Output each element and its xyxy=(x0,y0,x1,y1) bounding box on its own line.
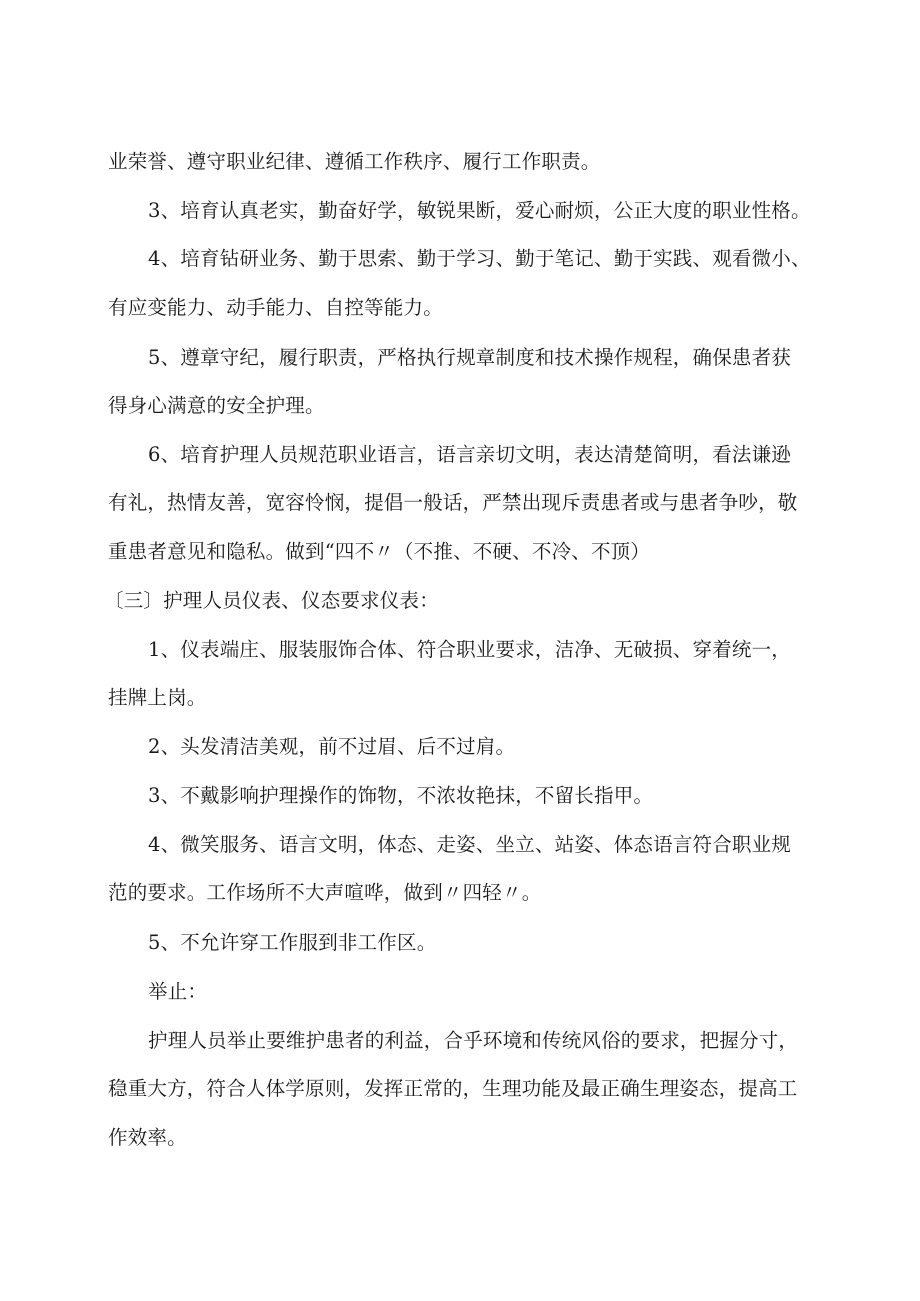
text-line: 护理人员举止要维护患者的利益，合乎环境和传统风俗的要求，把握分寸， xyxy=(148,1029,799,1052)
text-line: 1、仪表端庄、服装服饰合体、符合职业要求，洁净、无破损、穿着统一， xyxy=(148,638,792,661)
text-line: 3、培育认真老实，勤奋好学，敏锐果断，爱心耐烦，公正大度的职业性格。 xyxy=(148,199,811,222)
text-line: 3、不戴影响护理操作的饰物，不浓妆艳抹，不留长指甲。 xyxy=(148,784,654,807)
section-heading: 〔三〕护理人员仪表、仪态要求仪表： xyxy=(104,589,439,612)
text-line: 5、遵章守纪，履行职责，严格执行规章制度和技术操作规程，确保患者获 xyxy=(148,346,792,369)
text-line: 业荣誉、遵守职业纪律、遵循工作秩序、履行工作职责。 xyxy=(108,150,601,173)
text-line: 挂牌上岗。 xyxy=(108,686,207,709)
text-line: 范的要求。工作场所不大声喧哗，做到〃四轻〃。 xyxy=(108,881,542,904)
text-line: 5、不允许穿工作服到非工作区。 xyxy=(148,931,437,954)
text-line: 2、头发清洁美观，前不过眉、后不过肩。 xyxy=(148,735,516,758)
text-line: 稳重大方，符合人体学原则，发挥正常的，生理功能及最正确生理姿态，提高工 xyxy=(108,1077,798,1100)
text-line: 4、培育钻研业务、勤于思索、勤于学习、勤于笔记、勤于实践、观看微小、 xyxy=(148,247,811,270)
text-line: 有应变能力、动手能力、自控等能力。 xyxy=(108,296,443,319)
text-line: 4、微笑服务、语言文明，体态、走姿、坐立、站姿、体态语言符合职业规 xyxy=(148,833,792,856)
subheading: 举止： xyxy=(148,980,208,1003)
text-line: 重患者意见和隐私。做到“四不〃（不推、不硬、不冷、不顶） xyxy=(108,540,651,563)
text-line: 作效率。 xyxy=(108,1126,187,1149)
text-line: 得身心满意的安全护理。 xyxy=(108,394,325,417)
text-line: 6、培育护理人员规范职业语言，语言亲切文明，表达清楚简明，看法谦逊 xyxy=(148,443,792,466)
text-line: 有礼，热情友善，宽容怜悯，提倡一般话，严禁出现斥责患者或与患者争吵，敬 xyxy=(108,491,798,514)
